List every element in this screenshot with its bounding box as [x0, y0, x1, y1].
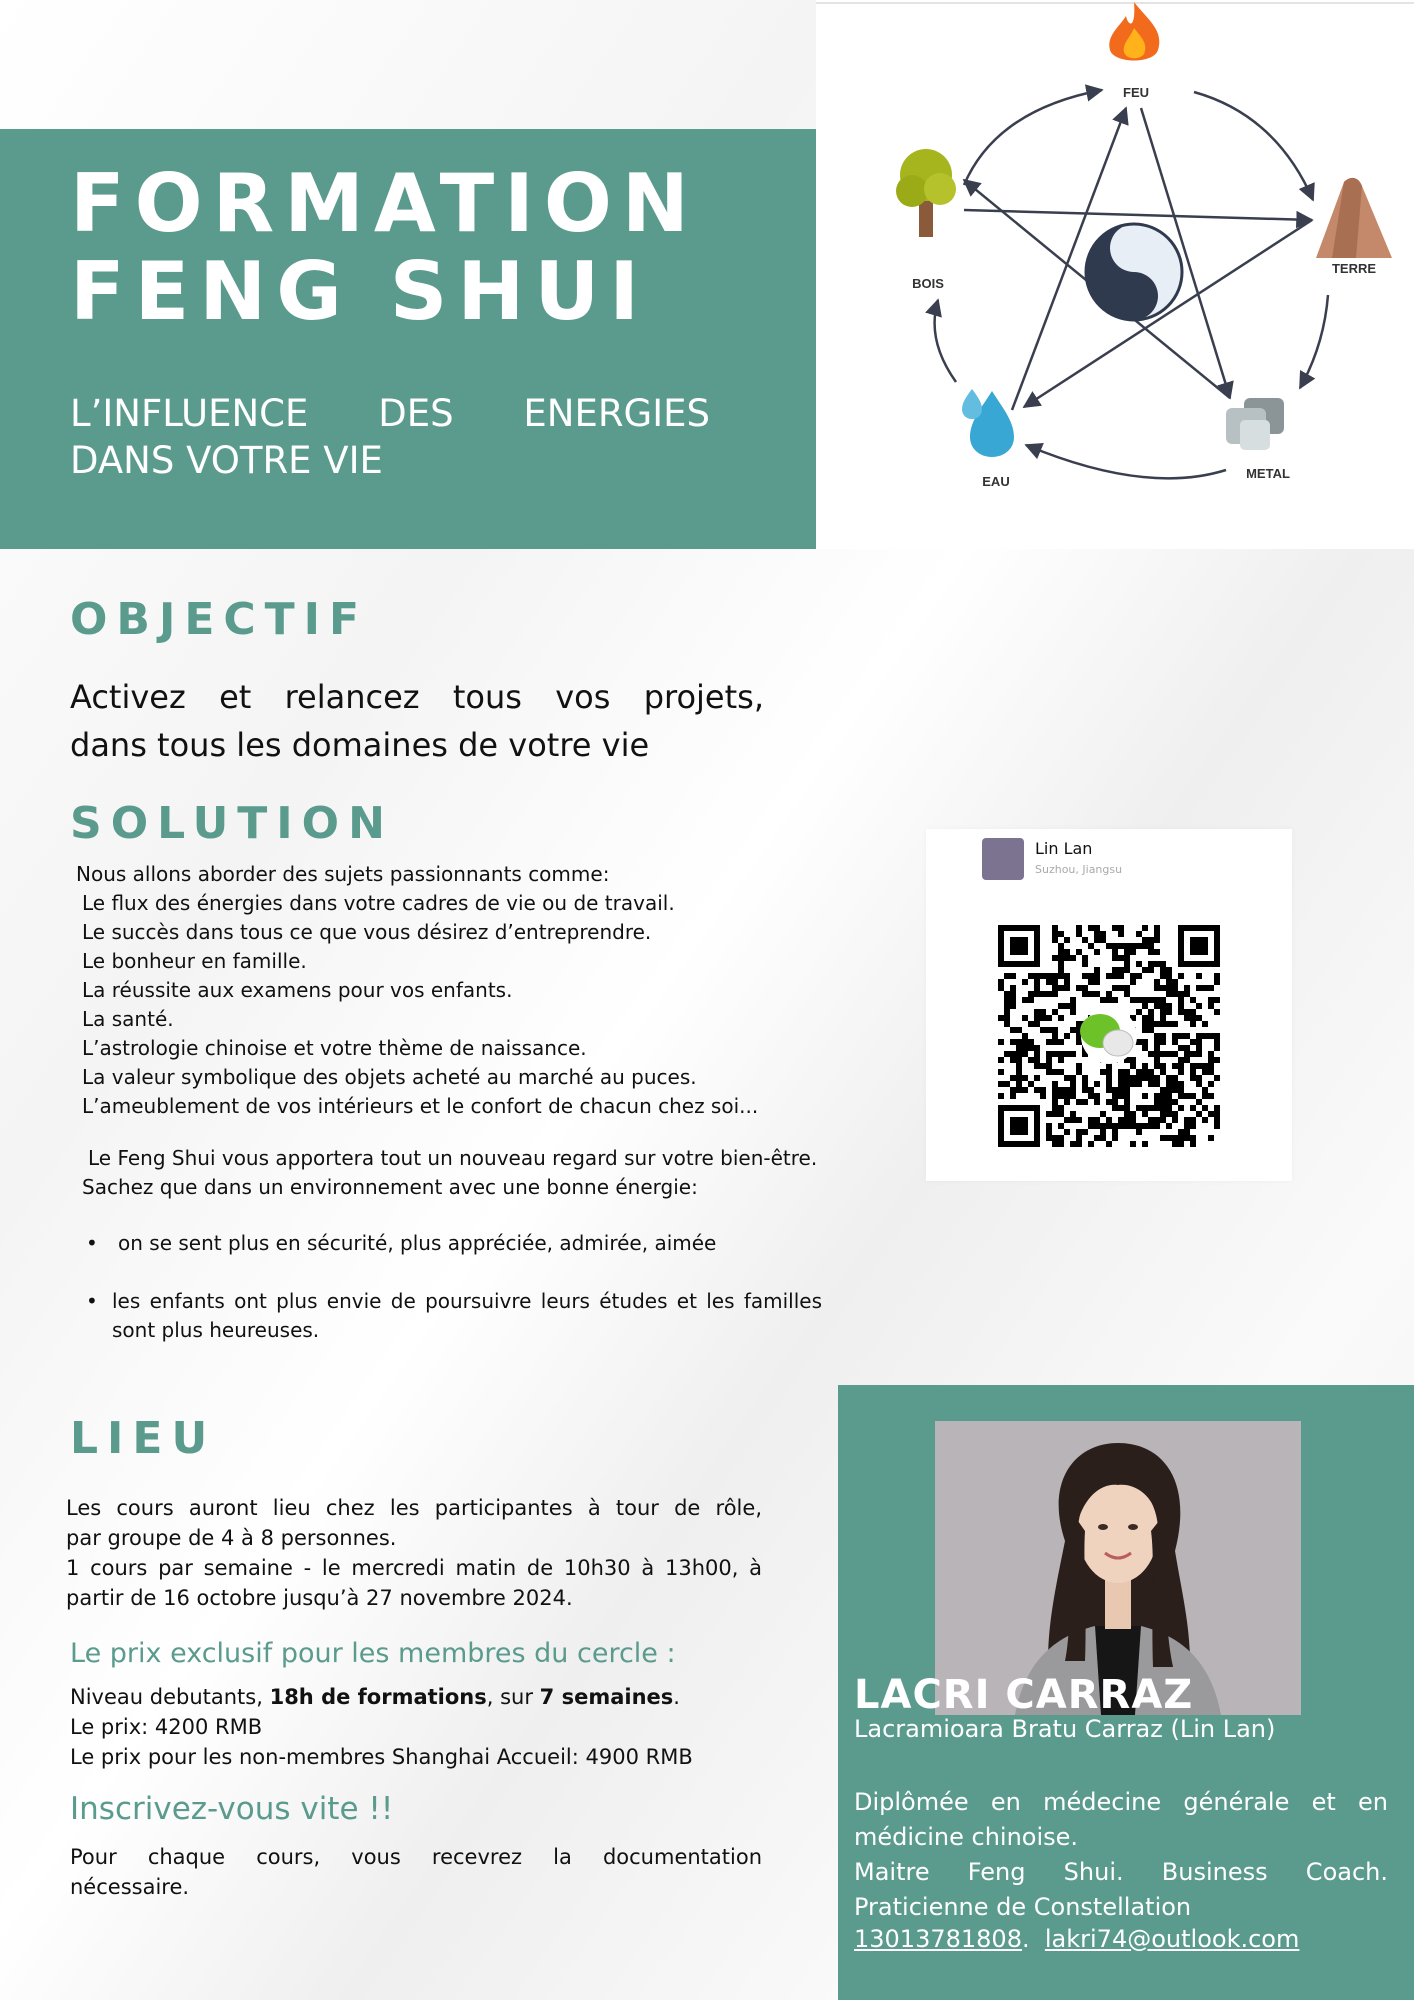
- page-title: [70, 157, 790, 338]
- solution-paragraph: [76, 1144, 822, 1202]
- fire-icon: [1109, 2, 1159, 61]
- title-line-1: FORMATION: [70, 157, 699, 250]
- price-line: Le prix: 4200 RMB: [70, 1715, 263, 1739]
- solution-heading: SOLUTION: [70, 798, 394, 849]
- list-item: La réussite aux examens pour vos enfants.: [82, 978, 513, 1002]
- solution-intro: Nous allons aborder des sujets passionnants comme:: [76, 862, 610, 886]
- level-line: [70, 1682, 790, 1712]
- lieu-text: [66, 1493, 762, 1613]
- lieu-line-3: 1 cours par semaine - le mercredi matin de 10h30 à 13h00, à: [66, 1556, 762, 1580]
- qr-contact-name: Lin Lan: [1035, 839, 1093, 858]
- phone-link[interactable]: 13013781808: [854, 1925, 1022, 1953]
- profile-bio: [854, 1785, 1388, 1925]
- label-metal: METAL: [1246, 466, 1290, 481]
- list-item: Le flux des énergies dans votre cadres de vie ou de travail.: [82, 891, 675, 915]
- prix-lines: [70, 1682, 790, 1772]
- list-item: Le succès dans tous ce que vous désirez d’entreprendre.: [82, 920, 652, 944]
- profile-photo: [935, 1421, 1301, 1715]
- list-item: La valeur symbolique des objets acheté au marché au puces.: [82, 1065, 697, 1089]
- objectif-text: [70, 673, 764, 769]
- level-mid: , sur: [486, 1685, 540, 1709]
- inscription-heading: Inscrivez-vous vite !!: [70, 1791, 394, 1827]
- tree-icon: [896, 149, 956, 237]
- bio-line-3: Maitre Feng Shui. Business Coach.: [854, 1858, 1388, 1886]
- mountain-icon: [1316, 178, 1392, 258]
- subtitle-line-2: DANS VOTRE VIE: [70, 439, 383, 482]
- objectif-heading: OBJECTIF: [70, 594, 369, 645]
- label-bois: BOIS: [912, 276, 944, 291]
- lieu-line-1: Les cours auront lieu chez les participantes à tour de rôle,: [66, 1496, 762, 1520]
- avatar: [982, 838, 1024, 880]
- profile-contact: [854, 1925, 1299, 1953]
- bullets-intro: Sachez que dans un environnement avec une bonne énergie:: [82, 1175, 698, 1199]
- label-terre: TERRE: [1331, 261, 1377, 276]
- price-non-members-line: Le prix pour les non-membres Shanghai Accueil: 4900 RMB: [70, 1745, 693, 1769]
- metal-icon: [1226, 398, 1284, 450]
- level-end: .: [673, 1685, 680, 1709]
- label-feu: FEU: [1123, 85, 1149, 100]
- profile-full-name: Lacramioara Bratu Carraz (Lin Lan): [854, 1715, 1276, 1743]
- five-elements-diagram: [816, 0, 1414, 549]
- level-hours: 18h de formations: [269, 1685, 487, 1709]
- page-subtitle: [70, 390, 710, 484]
- lieu-line-4: partir de 16 octobre jusqu’à 27 novembre 2024.: [66, 1586, 573, 1610]
- lieu-heading: LIEU: [70, 1413, 217, 1464]
- level-prefix: Niveau debutants,: [70, 1685, 270, 1709]
- bio-line-1: Diplômée en médecine générale et en: [854, 1788, 1388, 1816]
- inscription-line-2: nécessaire.: [70, 1875, 190, 1899]
- inscription-text: [70, 1842, 762, 1902]
- list-item: L’astrologie chinoise et votre thème de naissance.: [82, 1036, 587, 1060]
- subtitle-line-1: L’INFLUENCE DES ENERGIES: [70, 392, 710, 435]
- list-item: L’ameublement de vos intérieurs et le confort de chacun chez soi...: [82, 1094, 759, 1118]
- qr-code-icon[interactable]: [998, 925, 1220, 1147]
- level-weeks: 7 semaines: [539, 1685, 674, 1709]
- qr-contact-location: Suzhou, Jiangsu: [1035, 863, 1123, 876]
- feng-shui-paragraph: Le Feng Shui vous apportera tout un nouveau regard sur votre bien-être.: [88, 1146, 818, 1170]
- contact-separator: .: [1021, 1925, 1030, 1953]
- lieu-line-2: par groupe de 4 à 8 personnes.: [66, 1526, 397, 1550]
- wechat-qr-card[interactable]: [926, 829, 1292, 1181]
- inscription-line-1: Pour chaque cours, vous recevrez la documentation: [70, 1845, 762, 1869]
- solution-list: [76, 860, 822, 1121]
- water-icon: [962, 389, 1014, 457]
- solution-bullets: [76, 1229, 822, 1345]
- profile-name: LACRI CARRAZ: [854, 1672, 1194, 1718]
- list-item: Le bonheur en famille.: [82, 949, 307, 973]
- five-elements-panel: [816, 0, 1414, 549]
- list-item: La santé.: [82, 1007, 174, 1031]
- label-eau: EAU: [982, 474, 1010, 489]
- email-link[interactable]: lakri74@outlook.com: [1044, 1925, 1300, 1953]
- yin-yang-icon: [1086, 224, 1182, 320]
- bio-line-2: médicine chinoise.: [854, 1823, 1079, 1851]
- title-line-2: FENG SHUI: [70, 245, 650, 338]
- bullet-item: • on se sent plus en sécurité, plus appréciée, admirée, aimée: [76, 1229, 822, 1258]
- prix-heading: Le prix exclusif pour les membres du cercle :: [70, 1638, 676, 1669]
- objectif-line-1: Activez et relancez tous vos projets,: [70, 678, 764, 716]
- bullet-item: • les enfants ont plus envie de poursuivre leurs études et les familles sont plus heureuses.: [76, 1287, 822, 1345]
- objectif-line-2: dans tous les domaines de votre vie: [70, 726, 650, 764]
- bio-line-4: Praticienne de Constellation: [854, 1893, 1192, 1921]
